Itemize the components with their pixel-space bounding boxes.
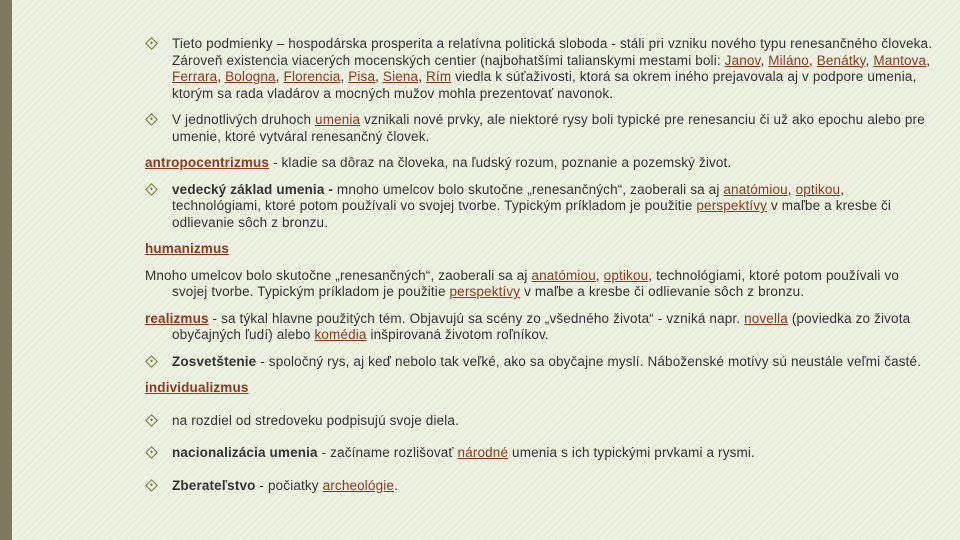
text-segment: umenia s ich typickými prvkami a rysmi. (508, 445, 755, 460)
separator: , (418, 69, 427, 84)
document-body (145, 36, 935, 494)
link-archeologie[interactable]: archeológie (322, 477, 395, 493)
paragraph-signatures (145, 413, 935, 430)
paragraph-antropocentrizmus (145, 155, 935, 172)
text-segment: Mnoho umelcov bolo skutočne „renesančných“, zaoberali sa aj (145, 267, 532, 283)
text-segment: na rozdiel od stredoveku podpisujú svoje diela. (172, 412, 459, 428)
link-janov[interactable]: Janov (724, 52, 761, 68)
separator: , (926, 52, 931, 68)
separator: , (275, 69, 284, 84)
text-segment: - spoločný rys, aj keď nebolo tak veľké, ako sa obyčajne myslí. Náboženské motívy sú neustále veľmi časté. (256, 353, 922, 369)
text-segment: Tieto podmienky – hospodárska prosperita a relatívna politická sloboda - stáli pri vzniku nového typu renesančného človeka. Zároveň existencia viacerých mocenských centier (najbohatšími talianskymi mestami boli: (172, 36, 933, 68)
link-humanizmus[interactable]: humanizmus (145, 241, 230, 256)
bold-term: Zberateľstvo (172, 477, 256, 493)
text-segment: , technológiami, ktoré potom používali vo svojej tvorbe. Typickým príkladom je použitie (172, 267, 900, 299)
text-segment: vznikali nové prvky, ale niektoré rysy boli typické pre renesanciu či už ako epochu alebo pre umenie, ktoré vytváral renesančný človek. (172, 112, 925, 144)
bold-term: Zosvetštenie (172, 353, 257, 369)
link-umenia[interactable]: umenia (315, 112, 361, 127)
bold-term: nacionalizácia umenia (172, 445, 318, 460)
link-realizmus[interactable]: realizmus (145, 310, 209, 326)
diamond-bullet-icon (145, 414, 158, 427)
diamond-bullet-icon (145, 355, 158, 368)
link-mantova[interactable]: Mantova (873, 52, 927, 68)
text-segment: (poviedka zo života obyčajných ľudí) alebo (172, 310, 911, 342)
text-segment: - sa týkal hlavne použitých tém. Objavujú sa scény zo „všedného života“ - vzniká napr. (208, 310, 745, 326)
text-segment: mnoho umelcov bolo skutočne „renesančných“, zaoberali sa aj (333, 181, 724, 197)
diamond-bullet-icon (145, 479, 158, 492)
text-segment: viedla k súťaživosti, ktorá sa okrem iného prejavovala aj v podpore umenia, ktorým sa rada vladárov a mocných mužov mohla prezentovať navonok. (172, 69, 917, 101)
paragraph-scientific-basis (145, 182, 935, 232)
text-segment: - začíname rozlišovať (317, 445, 458, 460)
link-benatky[interactable]: Benátky (816, 52, 866, 68)
paragraph-artists (145, 268, 935, 301)
diamond-bullet-icon (145, 37, 158, 50)
diamond-bullet-icon (145, 113, 158, 126)
link-milano[interactable]: Miláno (768, 52, 809, 68)
left-accent-bar (0, 0, 12, 540)
paragraph-zosvetstenie (145, 354, 935, 371)
link-siena[interactable]: Siena (382, 69, 419, 84)
separator: , (595, 267, 604, 283)
paragraph-collecting (145, 478, 935, 495)
text-segment: . (394, 477, 398, 493)
text-segment: , technológiami, ktoré potom používali vo svojej tvorbe. Typickým príkladom je použitie (172, 181, 845, 213)
separator: , (760, 52, 769, 68)
text-segment: - kladie sa dôraz na človeka, na ľudský rozum, poznanie a pozemský život. (269, 155, 732, 170)
paragraph-individualizmus (145, 380, 935, 397)
paragraph-art-features (145, 112, 935, 145)
text-segment: - počiatky (255, 477, 323, 493)
link-anatomiou[interactable]: anatómiou (723, 181, 788, 197)
link-novella[interactable]: novella (744, 310, 788, 326)
paragraph-humanizmus (145, 241, 935, 258)
link-optikou[interactable]: optikou (795, 181, 841, 197)
separator: , (340, 69, 349, 84)
separator: , (865, 52, 874, 68)
paragraph-conditions (145, 36, 935, 102)
link-perspektivy-2[interactable]: perspektívy (449, 284, 521, 299)
link-narodne[interactable]: národné (457, 445, 509, 460)
link-komedia[interactable]: komédia (314, 327, 367, 342)
bold-term: vedecký základ umenia - (172, 181, 334, 197)
text-segment: v maľbe a kresbe či odlievanie sôch z bronzu. (520, 284, 805, 299)
link-optikou-2[interactable]: optikou (603, 267, 649, 283)
link-anatomiou-2[interactable]: anatómiou (531, 267, 596, 283)
link-florencia[interactable]: Florencia (283, 69, 341, 84)
text-segment: inšpirovaná životom roľníkov. (366, 327, 549, 342)
link-antropocentrizmus[interactable]: antropocentrizmus (145, 155, 270, 170)
link-ferrara[interactable]: Ferrara (172, 69, 218, 84)
separator: , (217, 69, 226, 84)
link-bologna[interactable]: Bologna (225, 69, 276, 84)
diamond-bullet-icon (145, 183, 158, 196)
text-segment: V jednotlivých druhoch (172, 112, 316, 127)
separator: , (375, 69, 383, 84)
link-pisa[interactable]: Pisa (348, 69, 376, 84)
separator: , (787, 181, 796, 197)
paragraph-nationalization (145, 445, 935, 462)
separator: , (808, 52, 817, 68)
link-perspektivy[interactable]: perspektívy (696, 198, 768, 213)
link-individualizmus[interactable]: individualizmus (145, 380, 249, 395)
diamond-bullet-icon (145, 446, 158, 459)
link-rim[interactable]: Rím (426, 69, 452, 84)
text-segment: v maľbe a kresbe či odlievanie sôch z bronzu. (172, 198, 892, 230)
paragraph-realizmus (145, 311, 935, 344)
